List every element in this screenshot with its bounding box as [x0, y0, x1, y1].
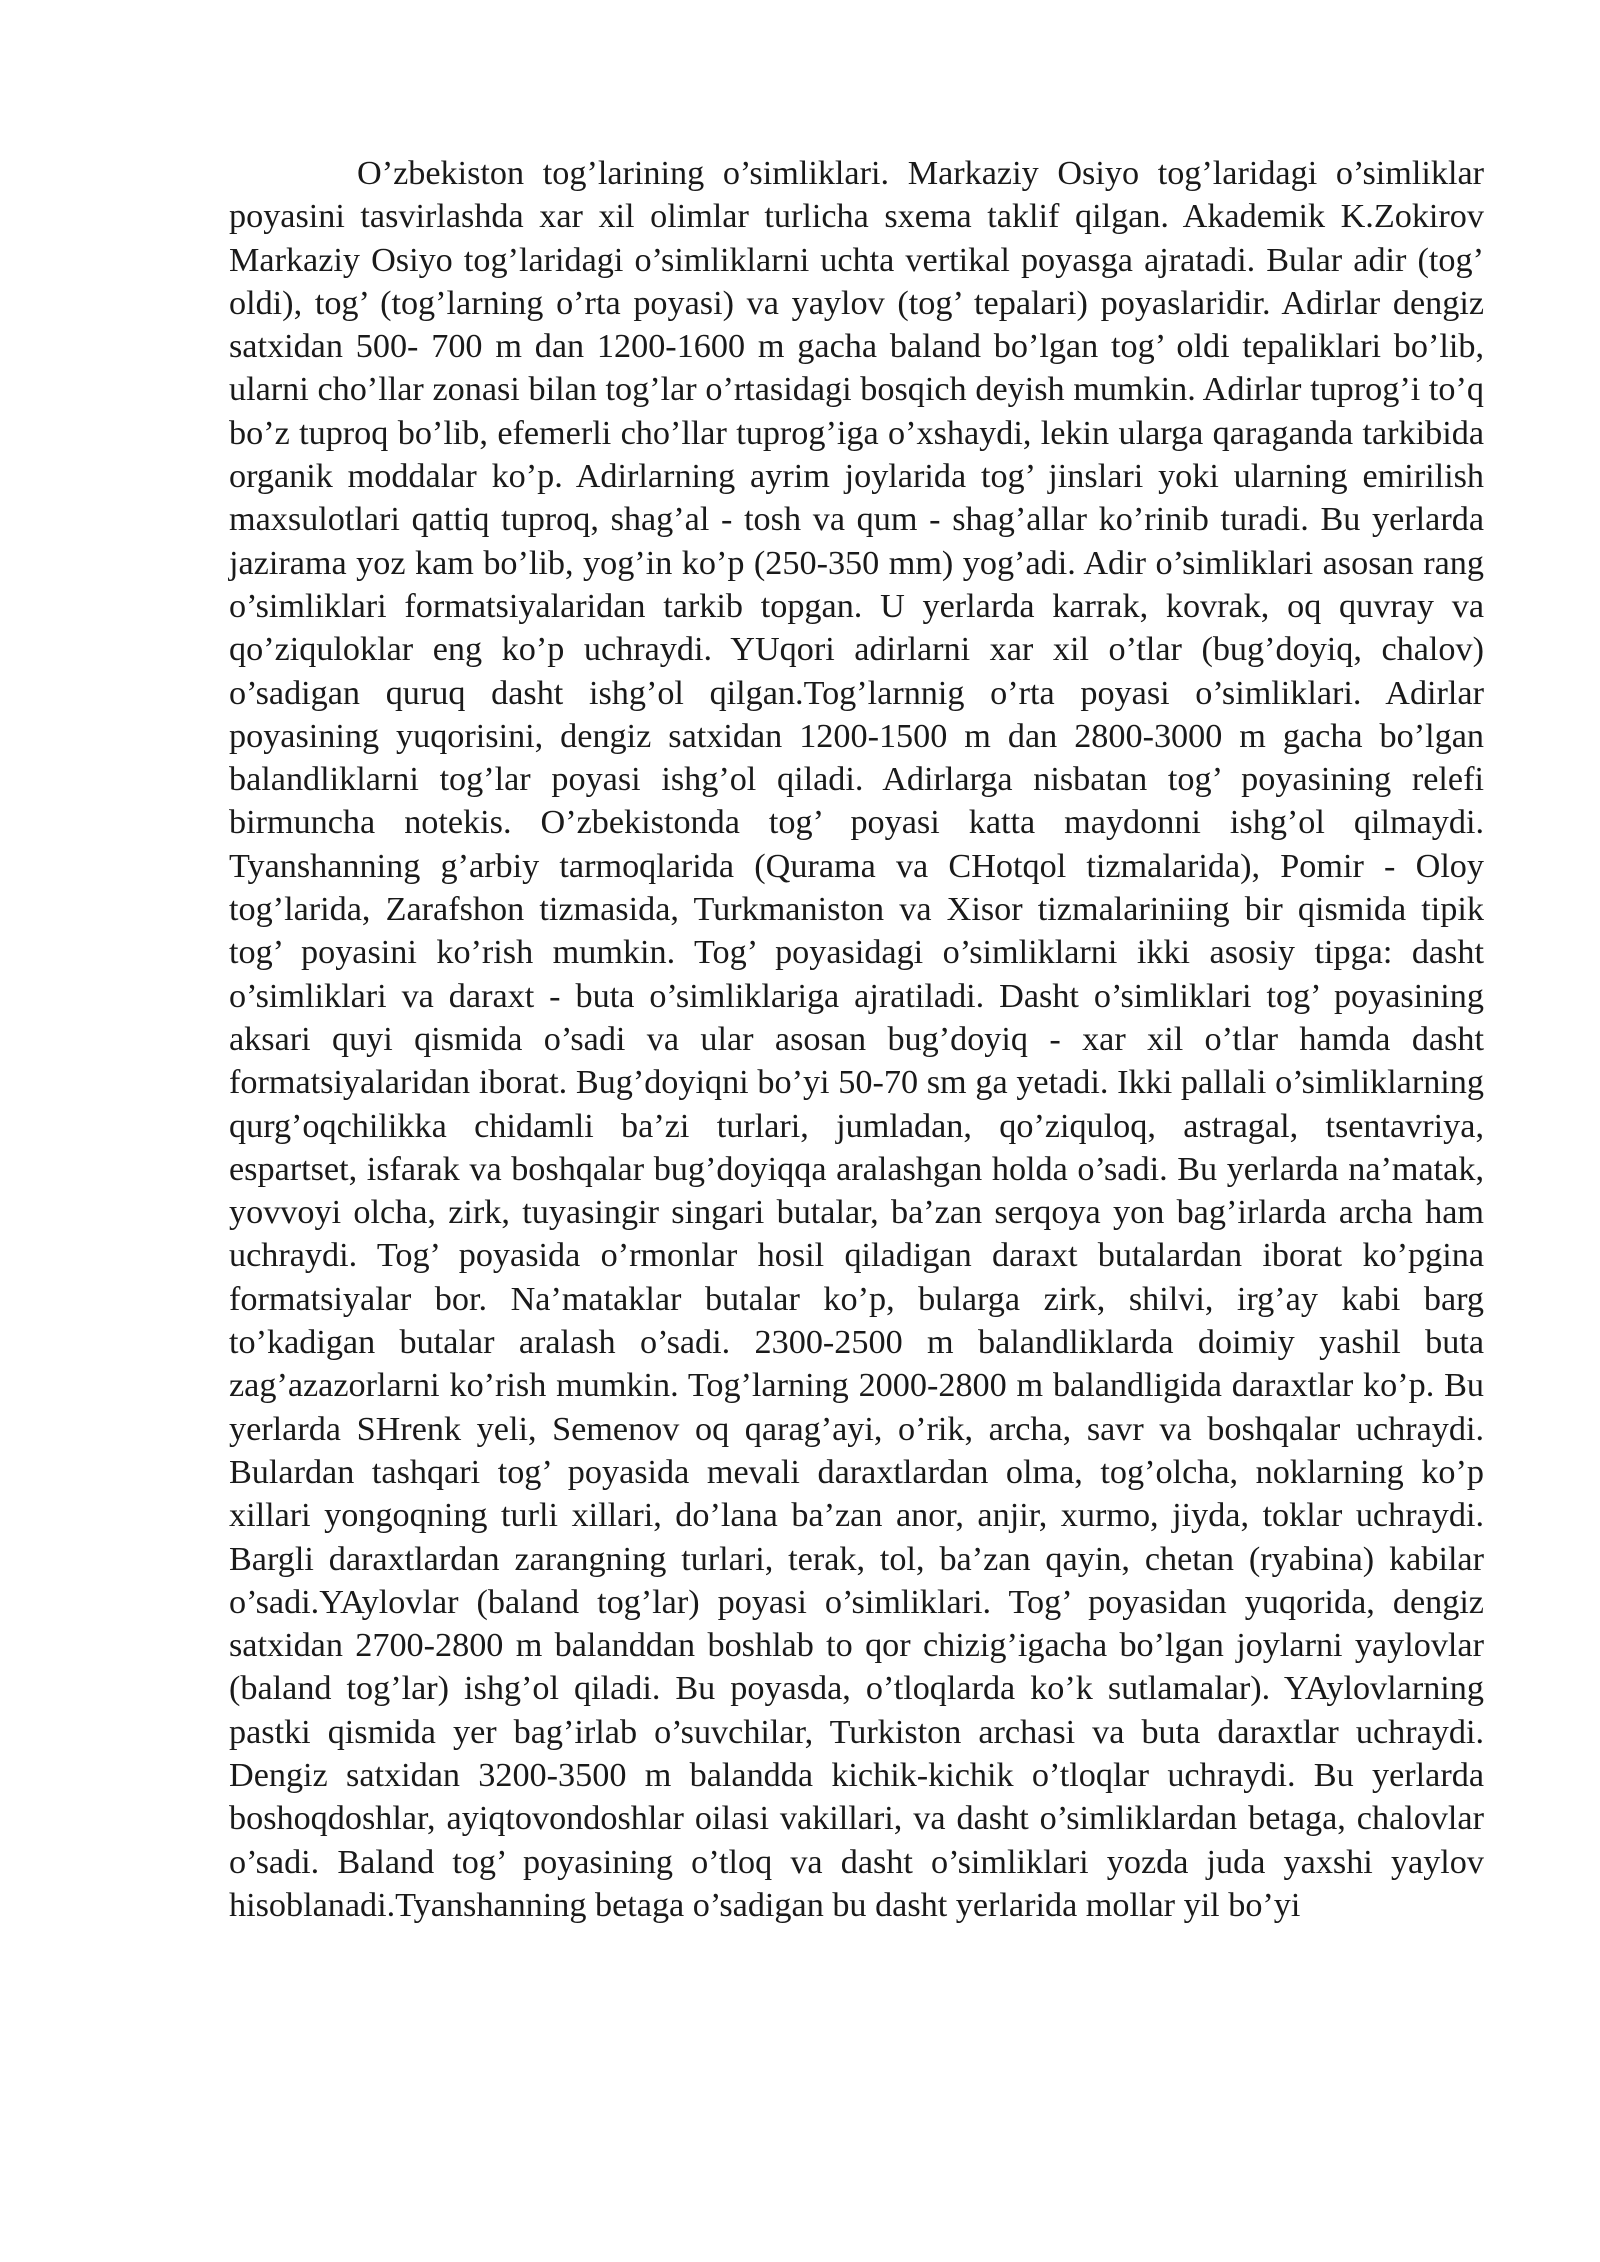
section-heading-middle-belt: Tog’larnnig o’rta poyasi o’simliklari.: [803, 674, 1386, 712]
section-heading-mountain-plants: O’zbekiston tog’larining o’simliklari.: [357, 155, 908, 192]
text-run-yaylov-belt: Tog’ poyasidan yuqorida, dengiz satxidan 2700-2800 m balanddan boshlab to qor chizig’igacha bo’lgan joylarni yaylovlar (baland tog’lar) ishg’ol qiladi. Bu poyasda, o’tloqlarda ko’k sutlamalar). YAylovlarning pastki qismida yer bag’irlab o’suvchilar, Turkiston archasi va buta daraxtlar uchraydi. Dengiz satxidan 3200-3500 m balandda kichik-kichik o’tloqlar uchraydi. Bu yerlarda boshoqdoshlar, ayiqtovondoshlar oilasi vakillari, va dasht o’simliklardan betaga, chalovlar o’sadi. Baland tog’ poyasining o’tloq va dasht o’simliklari yozda juda yaxshi yaylov hisoblanadi.Tyanshanning betaga o’sadigan bu dasht yerlarida mollar yil bo’yi: [229, 1583, 1484, 1924]
body-paragraph: [229, 152, 1484, 1927]
section-heading-yaylov-belt: YAylovlar (baland tog’lar) poyasi o’simliklari.: [319, 1583, 1009, 1621]
text-run-adir-belt: Markaziy Osiyo tog’laridagi o’simliklar poyasini tasvirlashda xar xil olimlar turlicha sxema taklif qilgan. Akademik K.Zokirov Markaziy Osiyo tog’laridagi o’simliklarni uchta vertikal poyasga ajratadi. Bular adir (tog’ oldi), tog’ (tog’larning o’rta poyasi) va yaylov (tog’ tepalari) poyaslaridir. Adirlar dengiz satxidan 500- 700 m dan 1200-1600 m gacha baland bo’lgan tog’ oldi tepaliklari bo’lib, ularni cho’llar zonasi bilan tog’lar o’rtasidagi bosqich deyish mumkin. Adirlar tuprog’i to’q bo’z tuproq bo’lib, efemerli cho’llar tuprog’iga o’xshaydi, lekin ularga qaraganda tarkibida organik moddalar ko’p. Adirlarning ayrim joylarida tog’ jinslari yoki ularning emirilish maxsulotlari qattiq tuproq, shag’al - tosh va qum - shag’allar ko’rinib turadi. Bu yerlarda jazirama yoz kam bo’lib, yog’in ko’p (250-350 mm) yog’adi. Adir o’simliklari asosan rang o’simliklari formatsiyalaridan tarkib topgan. U yerlarda karrak, kovrak, oq quvray va qo’ziquloklar eng ko’p uchraydi. YUqori adirlarni xar xil o’tlar (bug’doyiq, chalov) o’sadigan quruq dasht ishg’ol qilgan.: [229, 155, 1485, 712]
text-run-middle-belt: Adirlar poyasining yuqorisini, dengiz satxidan 1200-1500 m dan 2800-3000 m gacha bo’lgan balandliklarni tog’lar poyasi ishg’ol qiladi. Adirlarga nisbatan tog’ poyasining relefi birmuncha notekis. O’zbekistonda tog’ poyasi katta maydonni ishg’ol qilmaydi. Tyanshanning g’arbiy tarmoqlarida (Qurama va CHotqol tizmalarida), Pomir - Oloy tog’larida, Zarafshon tizmasida, Turkmaniston va Xisor tizmalariniing bir qismida tipik tog’ poyasini ko’rish mumkin. Tog’ poyasidagi o’simliklarni ikki asosiy tipga: dasht o’simliklari va daraxt - buta o’simliklariga ajratiladi. Dasht o’simliklari tog’ poyasining aksari quyi qismida o’sadi va ular asosan bug’doyiq - xar xil o’tlar hamda dasht formatsiyalaridan iborat. Bug’doyiqni bo’yi 50-70 sm ga yetadi. Ikki pallali o’simliklarning qurg’oqchilikka chidamli ba’zi turlari, jumladan, qo’ziquloq, astragal, tsentavriya, espartset, isfarak va boshqalar bug’doyiqqa aralashgan holda o’sadi. Bu yerlarda na’matak, yovvoyi olcha, zirk, tuyasingir singari butalar, ba’zan serqoya yon bag’irlarda archa ham uchraydi. Tog’ poyasida o’rmonlar hosil qiladigan daraxt butalardan iborat ko’pgina formatsiyalar bor. Na’mataklar butalar ko’p, bularga zirk, shilvi, irg’ay kabi barg to’kadigan butalar aralash o’sadi. 2300-2500 m balandliklarda doimiy yashil buta zag’azazorlarni ko’rish mumkin. Tog’larning 2000-2800 m balandligida daraxtlar ko’p. Bu yerlarda SHrenk yeli, Semenov oq qarag’ayi, o’rik, archa, savr va boshqalar uchraydi. Bulardan tashqari tog’ poyasida mevali daraxtlardan olma, tog’olcha, noklarning ko’p xillari yongoqning turli xillari, do’lana ba’zan anor, anjir, xurmo, jiyda, toklar uchraydi. Bargli daraxtlardan zarangning turlari, terak, tol, ba’zan qayin, chetan (ryabina) kabilar o’sadi.: [229, 674, 1484, 1621]
